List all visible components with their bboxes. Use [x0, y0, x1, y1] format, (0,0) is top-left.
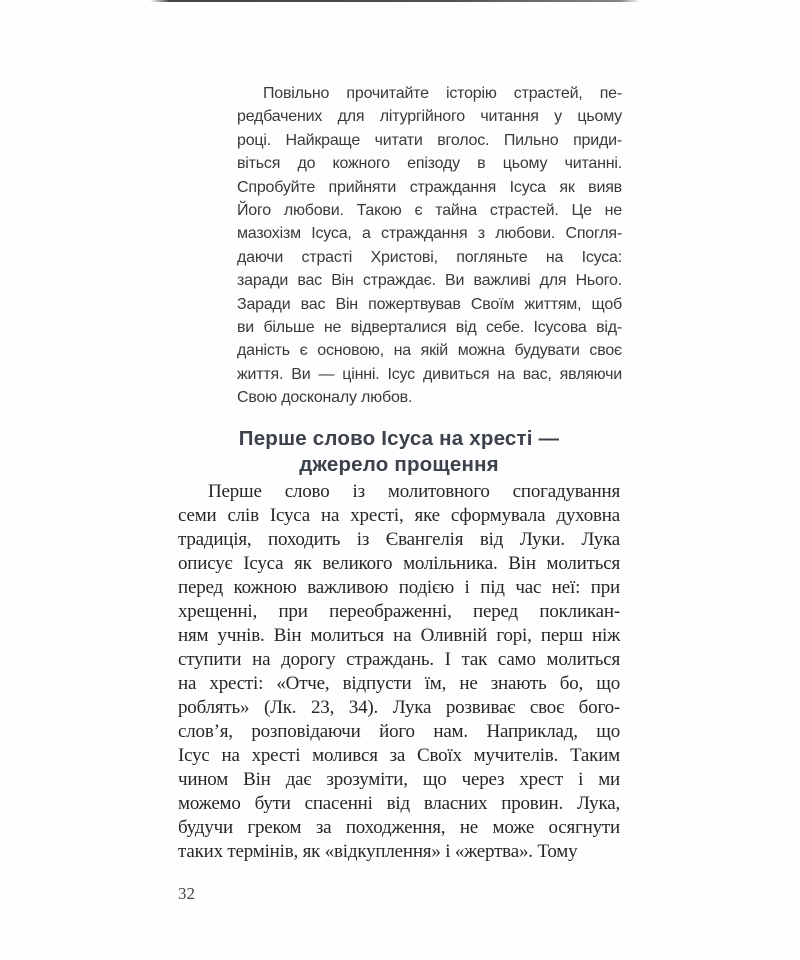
text-line: будучи греком за походження, не може осягнути [178, 817, 620, 838]
text-line: Ісус на хресті молився за Своїх мучителів. Таким [178, 745, 620, 766]
text-line: ням учнів. Він молиться на Оливній горі, перш ніж [178, 625, 620, 646]
text-line: Його любови. Такою є тайна страстей. Це не [237, 202, 622, 220]
section-heading-line-2: джерело прощення [299, 453, 499, 476]
page-number: 32 [178, 884, 195, 903]
body-paragraph [178, 480, 620, 864]
section-heading-line-1: Перше слово Ісуса на хресті — [238, 427, 560, 450]
text-line: можемо бути спасенні від власних провин. Лука, [178, 793, 620, 814]
scan-edge-artifact [150, 0, 640, 2]
text-line: Спробуйте прийняти страждання Ісуса як вияв [237, 178, 622, 196]
text-line: Заради вас Він пожертвував Своїм життям, щоб [237, 295, 622, 313]
text-line: хрещенні, при переображенні, перед покликан- [178, 601, 620, 622]
text-line: Перше слово із молитовного спогадування [208, 481, 620, 502]
text-line: семи слів Ісуса на хресті, яке сформувала духовна [178, 505, 620, 526]
section-heading [178, 426, 620, 478]
text-line: слов’я, розповідаючи його нам. Наприклад, що [178, 721, 620, 742]
text-line: даність є основою, на якій можна будувати своє [237, 342, 622, 360]
text-line: редбачених для літургійного читання у цьому [237, 108, 622, 126]
text-line: чином Він дає зрозуміти, що через хрест і ми [178, 769, 620, 790]
text-line: таких термінів, як «відкуплення» і «жертва». Тому [178, 841, 578, 862]
text-line: життя. Ви — цінні. Ісус дивиться на вас, являючи [237, 365, 622, 383]
text-line: даючи страсті Христові, погляньте на Ісуса: [237, 248, 622, 266]
text-line: заради вас Він страждає. Ви важливі для Нього. [237, 272, 622, 290]
text-line: році. Найкраще читати вголос. Пильно приди- [237, 131, 622, 149]
text-line: перед кожною важливою подією і під час неї: при [178, 577, 620, 598]
intro-paragraph [237, 82, 622, 410]
text-line: на хресті: «Отче, відпусти їм, не знають бо, що [178, 673, 620, 694]
text-line: ступити на дорогу страждань. І так само молиться [178, 649, 620, 670]
text-line: мазохізм Ісуса, а страждання з любови. Спогля- [237, 225, 622, 243]
text-line: віться до кожного епізоду в цьому читанні. [237, 155, 622, 173]
text-line: роблять» (Лк. 23, 34). Лука розвиває своє бого- [178, 697, 620, 718]
text-line: ви більше не відверталися від себе. Ісусова від- [237, 319, 622, 337]
text-line: традиція, походить із Євангелія від Луки. Лука [178, 529, 620, 550]
text-line: описує Ісуса як великого молільника. Він молиться [178, 553, 620, 574]
text-line: Повільно прочитайте історію страстей, пе- [263, 85, 622, 102]
text-line: Свою досконалу любов. [237, 389, 413, 407]
